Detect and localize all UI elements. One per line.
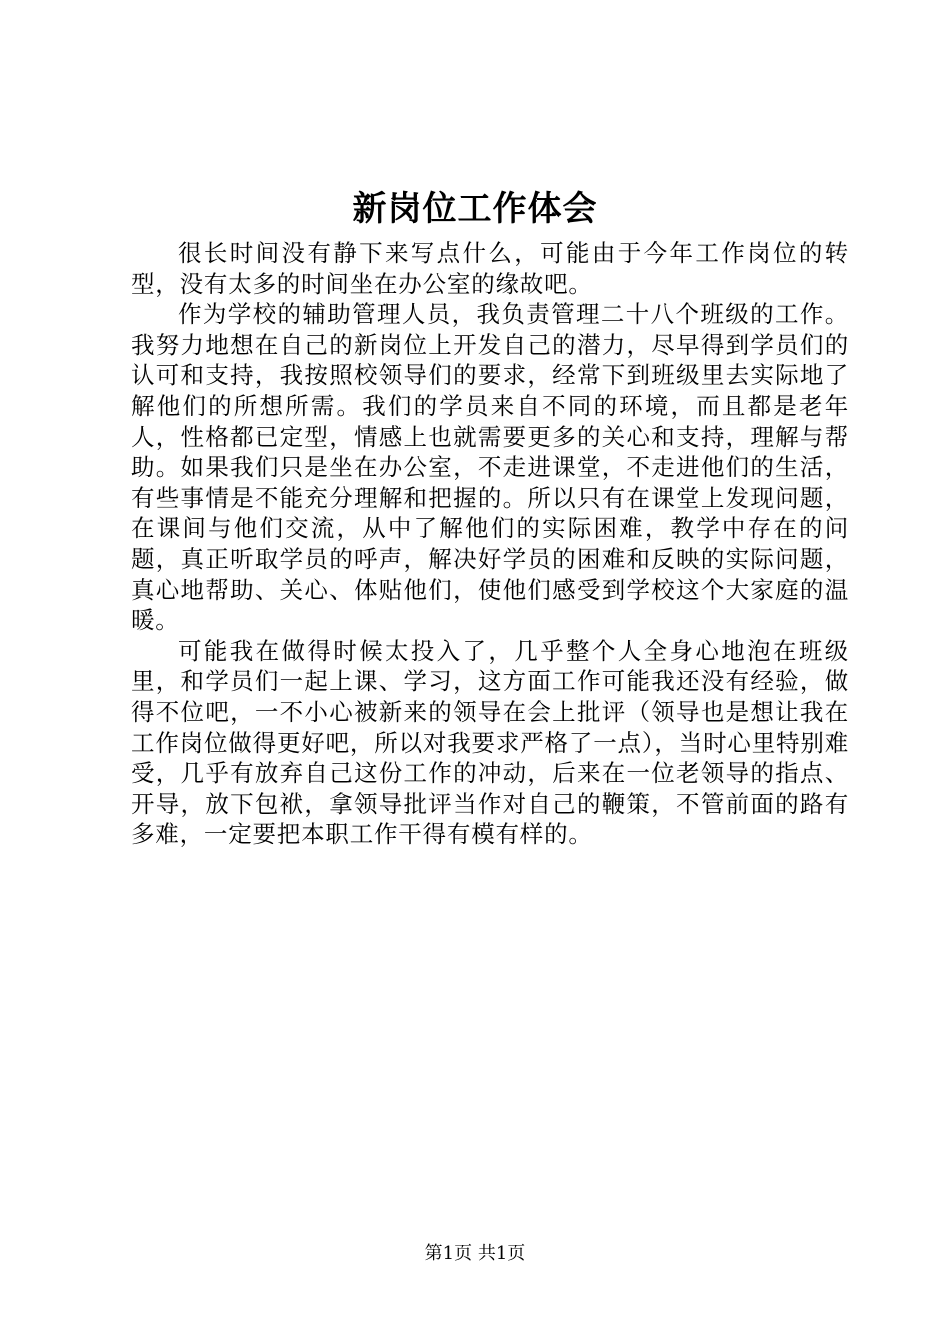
document-body: [131, 238, 849, 850]
paragraph-3: 可能我在做得时候太投入了，几乎整个人全身心地泡在班级里，和学员们一起上课、学习，这方面工作可能我还没有经验，做得不位吧，一不小心被新来的领导在会上批评（领导也是想让我在工作岗位做得更好吧，所以对我要求严格了一点），当时心里特别难受，几乎有放弃自己这份工作的冲动，后来在一位老领导的指点、开导，放下包袱，拿领导批评当作对自己的鞭策，不管前面的路有多难，一定要把本职工作干得有模有样的。: [131, 636, 849, 849]
paragraph-2: 作为学校的辅助管理人员，我负责管理二十八个班级的工作。我努力地想在自己的新岗位上开发自己的潜力，尽早得到学员们的认可和支持，我按照校领导们的要求，经常下到班级里去实际地了解他们的所想所需。我们的学员来自不同的环境，而且都是老年人，性格都已定型，情感上也就需要更多的关心和支持，理解与帮助。如果我们只是坐在办公室，不走进课堂，不走进他们的生活，有些事情是不能充分理解和把握的。所以只有在课堂上发现问题，在课间与他们交流，从中了解他们的实际困难，教学中存在的问题，真正听取学员的呼声，解决好学员的困难和反映的实际问题，真心地帮助、关心、体贴他们，使他们感受到学校这个大家庭的温暖。: [131, 300, 849, 635]
paragraph-1: 很长时间没有静下来写点什么，可能由于今年工作岗位的转型，没有太多的时间坐在办公室的缘故吧。: [131, 239, 849, 298]
page-number-footer: 第1页 共1页: [424, 1243, 526, 1264]
document-title: 新岗位工作体会: [352, 189, 598, 229]
